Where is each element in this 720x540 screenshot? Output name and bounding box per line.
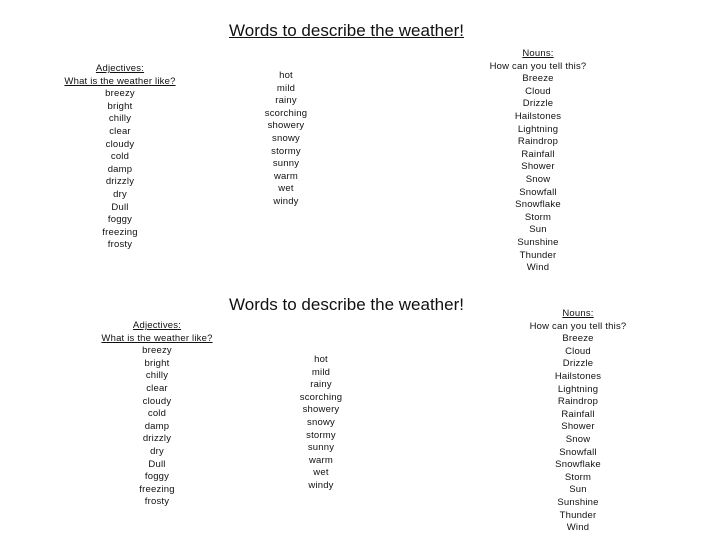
nouns-heading: Nouns: <box>562 308 594 319</box>
adjectives-heading: Adjectives: <box>95 63 145 74</box>
adjective-word: drizzly <box>105 176 135 188</box>
noun-word: Lightning <box>517 123 559 135</box>
adjectives-list <box>97 345 217 509</box>
adjective-word: warm <box>308 454 334 466</box>
adjective-word: mild <box>276 82 296 94</box>
adjective-word: damp <box>144 420 170 432</box>
more-adjectives-list <box>251 70 321 209</box>
noun-word: Snowfall <box>559 446 597 458</box>
adjective-word: Dull <box>148 458 166 470</box>
adjective-word: foggy <box>107 214 133 226</box>
adjective-word: chilly <box>145 370 169 382</box>
adjective-word: Dull <box>111 201 129 213</box>
adjective-word: clear <box>109 125 131 137</box>
noun-word: Snowflake <box>515 199 561 211</box>
adjective-word: hot <box>314 354 328 365</box>
nouns-column <box>488 48 588 275</box>
noun-word: Lightning <box>557 383 599 395</box>
nouns-question: How can you tell this? <box>529 320 627 332</box>
noun-word: Thunder <box>519 249 557 261</box>
adjective-word: cold <box>110 151 130 163</box>
adjectives-question: What is the weather like? <box>64 75 176 87</box>
adjective-word: bright <box>144 357 170 369</box>
page-title: Words to describe the weather! <box>229 21 464 40</box>
adjective-word: drizzly <box>142 433 172 445</box>
adjectives-column <box>60 63 180 252</box>
noun-word: Snowfall <box>519 186 557 198</box>
adjective-word: cloudy <box>105 138 135 150</box>
noun-word: Cloud <box>525 85 551 97</box>
adjective-word: scorching <box>299 391 343 403</box>
adjectives-list <box>60 88 180 252</box>
adjective-word: windy <box>273 195 299 207</box>
noun-word: Drizzle <box>562 358 594 370</box>
nouns-column-duplicate <box>528 308 628 535</box>
noun-word: Snowflake <box>555 459 601 471</box>
adjective-word: freezing <box>139 483 175 495</box>
adjective-word: hot <box>279 70 293 81</box>
more-adjectives-list <box>286 354 356 493</box>
noun-word: Hailstones <box>554 370 602 382</box>
adjectives-question: What is the weather like? <box>101 332 213 344</box>
noun-word: Hailstones <box>514 110 562 122</box>
adjective-word: frosty <box>107 239 133 251</box>
adjective-word: windy <box>308 479 334 491</box>
noun-word: Breeze <box>562 333 594 345</box>
adjectives-column-duplicate <box>97 320 217 509</box>
noun-word: Snow <box>525 173 551 185</box>
noun-word: Drizzle <box>522 98 554 110</box>
adjective-word: bright <box>107 100 133 112</box>
adjective-word: sunny <box>272 158 300 170</box>
adjective-word: dry <box>113 188 127 200</box>
noun-word: Sun <box>569 484 587 496</box>
adjective-word: damp <box>107 163 133 175</box>
noun-word: Breeze <box>522 73 554 85</box>
adjective-word: wet <box>313 467 329 479</box>
adjective-word: breezy <box>105 88 135 100</box>
adjective-word: sunny <box>307 442 335 454</box>
adjective-word: snowy <box>307 416 335 428</box>
noun-word: Snow <box>565 433 591 445</box>
noun-word: Wind <box>566 522 590 534</box>
noun-word: Shower <box>521 161 555 173</box>
noun-word: Storm <box>564 471 592 483</box>
noun-word: Raindrop <box>557 396 599 408</box>
adjective-word: snowy <box>272 132 300 144</box>
more-adjectives-column <box>251 70 321 209</box>
adjective-word: stormy <box>306 429 336 441</box>
page-title-duplicate: Words to describe the weather! <box>229 295 464 314</box>
adjective-word: foggy <box>144 471 170 483</box>
noun-word: Wind <box>526 262 550 274</box>
adjective-word: breezy <box>142 345 172 357</box>
nouns-question: How can you tell this? <box>489 60 587 72</box>
adjective-word: wet <box>278 183 294 195</box>
more-adjectives-column-duplicate <box>286 354 356 493</box>
adjective-word: rainy <box>310 379 332 391</box>
noun-word: Rainfall <box>561 408 595 420</box>
adjective-word: cloudy <box>142 395 172 407</box>
adjective-word: mild <box>311 366 331 378</box>
adjective-word: cold <box>147 408 167 420</box>
adjective-word: scorching <box>264 107 308 119</box>
noun-word: Rainfall <box>521 148 555 160</box>
adjective-word: showery <box>267 120 305 132</box>
nouns-list <box>528 333 628 535</box>
noun-word: Shower <box>561 421 595 433</box>
adjective-word: rainy <box>275 95 297 107</box>
adjective-word: dry <box>150 445 164 457</box>
adjective-word: stormy <box>271 145 301 157</box>
adjective-word: showery <box>302 404 340 416</box>
nouns-heading: Nouns: <box>522 48 554 59</box>
adjective-word: clear <box>146 382 168 394</box>
noun-word: Storm <box>524 211 552 223</box>
noun-word: Raindrop <box>517 136 559 148</box>
noun-word: Thunder <box>559 509 597 521</box>
adjectives-heading: Adjectives: <box>132 320 182 331</box>
nouns-list <box>488 73 588 275</box>
adjective-word: frosty <box>144 496 170 508</box>
adjective-word: freezing <box>102 226 138 238</box>
noun-word: Sunshine <box>517 236 559 248</box>
adjective-word: warm <box>273 170 299 182</box>
noun-word: Cloud <box>565 345 591 357</box>
noun-word: Sun <box>529 224 547 236</box>
noun-word: Sunshine <box>557 496 599 508</box>
adjective-word: chilly <box>108 113 132 125</box>
